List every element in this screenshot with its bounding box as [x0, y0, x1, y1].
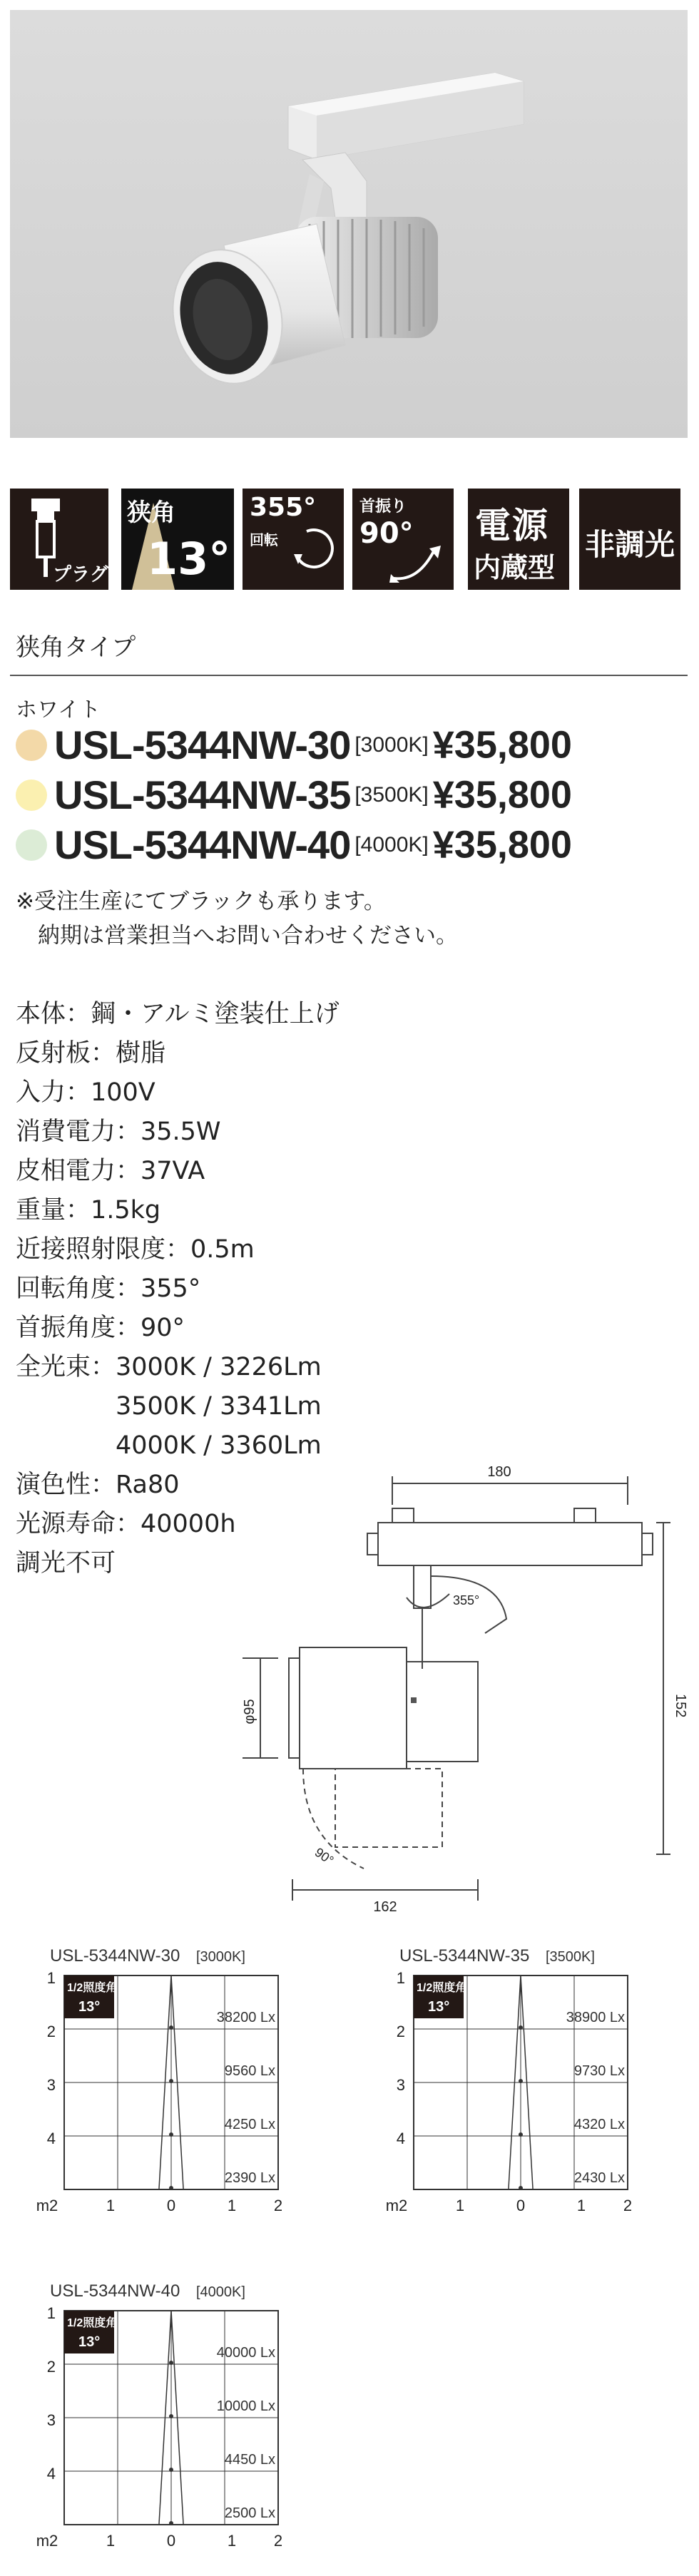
- illuminance-chart: [371, 1940, 678, 2225]
- model-price: ¥35,800: [432, 723, 572, 767]
- chart-title: USL-5344NW-35: [399, 1946, 530, 1966]
- x-tick: 1: [106, 2532, 116, 2550]
- rotation-angle: 355°: [250, 493, 317, 522]
- note-line: ※受注生産にてブラックも承ります。: [16, 889, 386, 914]
- beam-point: [169, 2414, 173, 2418]
- tilt-badge: [352, 489, 454, 590]
- dim-height: 152: [673, 1694, 688, 1718]
- y-tick: 2: [46, 2358, 56, 2376]
- lux-label: 2430 Lx: [573, 2170, 625, 2186]
- x-tick: 1: [227, 2197, 237, 2214]
- y-tick: 3: [46, 2076, 56, 2094]
- product-photo: [10, 10, 688, 438]
- lux-label: 2500 Lx: [224, 2505, 275, 2521]
- section-title: 狭角タイプ: [16, 633, 136, 662]
- spotlight-illustration: [10, 10, 688, 438]
- x-tick: 1: [455, 2197, 465, 2214]
- beam-point: [519, 2186, 523, 2190]
- dim-tilt: 90°: [312, 1844, 337, 1868]
- lux-label: 38200 Lx: [216, 2010, 275, 2025]
- dimming-label: 非調光: [585, 527, 675, 562]
- spec-item: 本体：鋼・アルミ塗装仕上げ: [16, 1000, 340, 1028]
- model-code: USL-5344NW-40: [54, 822, 351, 867]
- color-dot: [16, 780, 47, 811]
- x-tick: 1: [227, 2532, 237, 2550]
- chart-temp: [3000K]: [196, 1949, 245, 1965]
- x-tick: m2: [36, 2532, 58, 2550]
- chart-temp: [4000K]: [196, 2284, 245, 2300]
- half-angle-label: 1/2照度角: [67, 1982, 118, 1994]
- x-tick: 0: [166, 2197, 176, 2214]
- x-tick: 2: [273, 2532, 283, 2550]
- lux-label: 40000 Lx: [216, 2345, 275, 2361]
- dim-depth: 162: [373, 1899, 397, 1915]
- y-tick: 1: [46, 1969, 56, 1987]
- spec-item: 4000K / 3360Lm: [16, 1431, 322, 1460]
- tilt-angle: 90°: [359, 517, 414, 550]
- y-tick: 4: [46, 2465, 56, 2483]
- narrow-angle-value: 13°: [147, 533, 231, 585]
- lux-label: 4320 Lx: [573, 2117, 625, 2132]
- half-angle-label: 1/2照度角: [417, 1982, 467, 1994]
- beam-point: [169, 2468, 173, 2472]
- lux-label: 9560 Lx: [224, 2063, 275, 2079]
- model-row: [16, 772, 572, 822]
- tilt-arrow-icon: [389, 538, 447, 584]
- spec-item: 消費電力：35.5W: [16, 1118, 221, 1146]
- x-tick: m2: [385, 2197, 408, 2214]
- color-dot: [16, 730, 47, 761]
- narrow-angle-badge: [121, 489, 234, 590]
- model-price: ¥35,800: [432, 823, 572, 867]
- section-divider: [10, 675, 688, 676]
- spec-item: 調光不可: [16, 1549, 116, 1578]
- y-tick: 1: [396, 1969, 405, 1987]
- lux-label: 10000 Lx: [216, 2398, 275, 2414]
- x-tick: 1: [576, 2197, 586, 2214]
- beam-point: [169, 2361, 173, 2365]
- spec-item: 重量：1.5kg: [16, 1196, 161, 1225]
- model-row: [16, 822, 572, 872]
- model-code: USL-5344NW-35: [54, 772, 351, 817]
- rotation-label: 回転: [250, 531, 278, 548]
- lux-label: 4450 Lx: [224, 2452, 275, 2468]
- y-tick: 2: [396, 2023, 405, 2040]
- rotate-arrow-icon: [292, 526, 337, 576]
- dim-rotation: 355°: [453, 1593, 480, 1608]
- beam-point: [169, 2186, 173, 2190]
- x-tick: m2: [36, 2197, 58, 2214]
- beam-point: [519, 2132, 523, 2137]
- spec-item: 回転角度：355°: [16, 1274, 201, 1303]
- beam-point: [519, 2079, 523, 2083]
- model-temp: [3500K]: [354, 782, 429, 807]
- chart-title: USL-5344NW-30: [50, 1946, 180, 1966]
- beam-point: [169, 2025, 173, 2030]
- dim-width: 180: [487, 1464, 511, 1480]
- spec-item: 入力：100V: [16, 1078, 155, 1107]
- chart-temp: [3500K]: [546, 1949, 595, 1965]
- illuminance-chart: [21, 1940, 328, 2225]
- model-temp: [3000K]: [354, 732, 429, 757]
- beam-point: [169, 2521, 173, 2525]
- built-in-power-badge: [468, 489, 569, 590]
- beam-point: [169, 2132, 173, 2137]
- spec-item: 光源寿命：40000h: [16, 1510, 236, 1538]
- spec-item: 全光束：3000K / 3226Lm: [16, 1353, 322, 1381]
- y-tick: 3: [396, 2076, 405, 2094]
- lux-label: 4250 Lx: [224, 2117, 275, 2132]
- half-angle-label: 1/2照度角: [67, 2317, 118, 2329]
- power-line1: 電源: [475, 505, 549, 546]
- x-tick: 2: [273, 2197, 283, 2214]
- non-dimming-badge: [579, 489, 680, 590]
- y-tick: 2: [46, 2023, 56, 2040]
- model-price: ¥35,800: [432, 773, 572, 817]
- model-temp: [4000K]: [354, 832, 429, 857]
- x-tick: 0: [516, 2197, 526, 2214]
- color-label: ホワイト: [16, 697, 101, 722]
- plug-badge: [10, 489, 108, 590]
- spec-item: 近接照射限度：0.5m: [16, 1235, 255, 1264]
- plug-label: プラグ: [53, 564, 109, 586]
- spec-item: 首振角度：90°: [16, 1314, 185, 1342]
- lux-label: 9730 Lx: [573, 2063, 625, 2079]
- illuminance-chart: [21, 2275, 328, 2560]
- half-angle-value: 13°: [78, 2334, 101, 2350]
- spec-item: 演色性：Ra80: [16, 1471, 180, 1499]
- dimension-drawing: [200, 1455, 688, 1915]
- x-tick: 0: [166, 2532, 176, 2550]
- y-tick: 3: [46, 2411, 56, 2429]
- x-tick: 2: [623, 2197, 633, 2214]
- tilt-label: 首振り: [359, 498, 407, 516]
- dim-diameter: φ95: [242, 1699, 257, 1724]
- note-line: 納期は営業担当へお問い合わせください。: [16, 923, 458, 949]
- beam-point: [519, 2025, 523, 2030]
- lux-label: 2390 Lx: [224, 2170, 275, 2186]
- spec-item: 3500K / 3341Lm: [16, 1392, 322, 1421]
- model-code: USL-5344NW-30: [54, 722, 351, 767]
- y-tick: 1: [46, 2304, 56, 2322]
- y-tick: 4: [396, 2130, 405, 2147]
- spec-item: 皮相電力：37VA: [16, 1157, 205, 1185]
- half-angle-value: 13°: [78, 1999, 101, 2015]
- power-line2: 内蔵型: [474, 552, 556, 583]
- spec-item: 反射板：樹脂: [16, 1039, 166, 1068]
- half-angle-value: 13°: [428, 1999, 450, 2015]
- narrow-label: 狭角: [127, 499, 175, 527]
- chart-title: USL-5344NW-40: [50, 2281, 180, 2301]
- y-tick: 4: [46, 2130, 56, 2147]
- model-row: [16, 722, 572, 772]
- rotation-badge: [243, 489, 344, 590]
- beam-point: [169, 2079, 173, 2083]
- x-tick: 1: [106, 2197, 116, 2214]
- lux-label: 38900 Lx: [566, 2010, 625, 2025]
- color-dot: [16, 829, 47, 861]
